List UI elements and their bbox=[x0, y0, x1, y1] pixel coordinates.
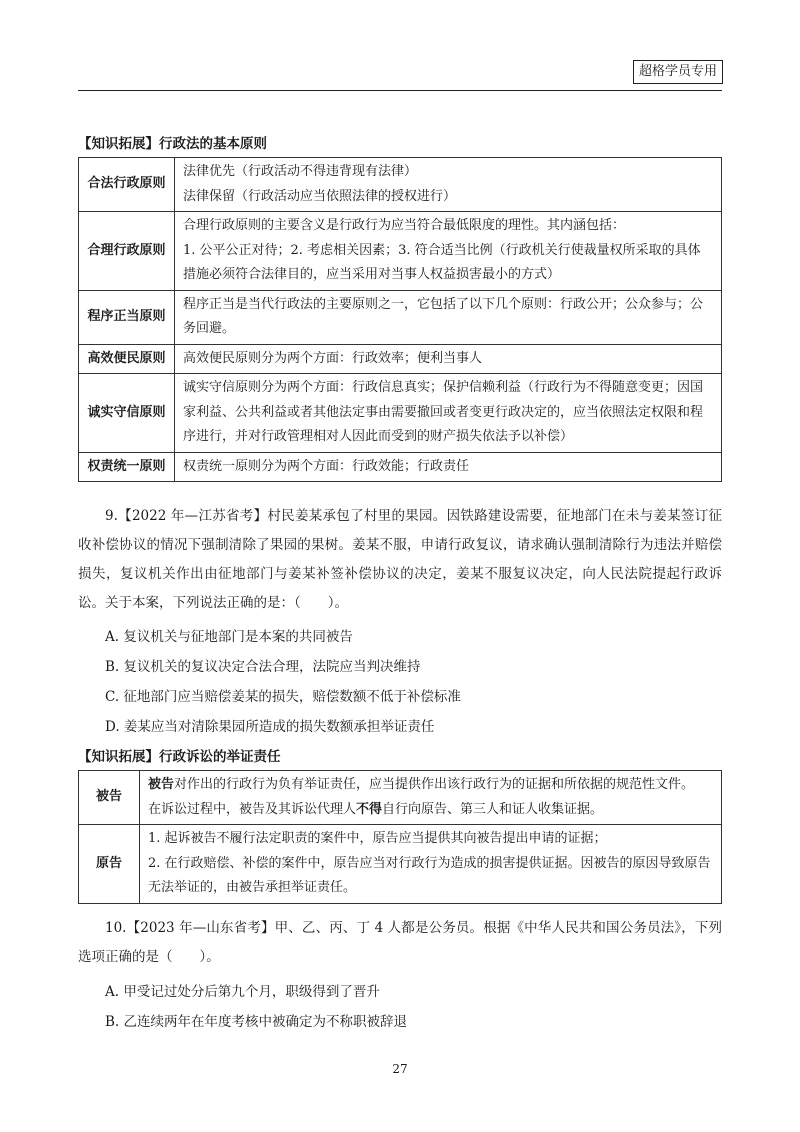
section1-title bbox=[78, 132, 267, 152]
table-row bbox=[79, 212, 722, 291]
row-head: 合法行政原则 bbox=[79, 158, 175, 212]
header-rule bbox=[78, 90, 722, 91]
burden-table bbox=[78, 770, 722, 904]
exclusive-stamp: 超格学员专用 bbox=[633, 60, 723, 84]
row-body bbox=[175, 290, 722, 344]
row-head: 权责统一原则 bbox=[79, 452, 175, 482]
row-line-text: 在诉讼过程中，被告及其诉讼代理人 bbox=[148, 801, 357, 817]
question9-option-a: A. 复议机关与征地部门是本案的共同被告 bbox=[105, 629, 353, 645]
row-line bbox=[148, 773, 713, 798]
row-line: 1. 起诉被告不履行法定职责的案件中，原告应当提供其向被告提出申请的证据； bbox=[148, 831, 607, 846]
row-line: 2. 在行政赔偿、补偿的案件中，原告应当对行政行为造成的损害提供证据。因被告的原因导致原告无法举证的，由被告承担举证责任。 bbox=[148, 855, 711, 895]
question10-stem: 10.【2023 年—山东省考】甲、乙、丙、丁 4 人都是公务员。根据《中华人民共和国公务员法》，下列选项正确的是（ ）。 bbox=[78, 920, 722, 965]
row-line: 高效便民原则分为两个方面：行政效率；便利当事人 bbox=[183, 350, 483, 366]
question9-option-c: C. 征地部门应当赔偿姜某的损失，赔偿数额不低于补偿标准 bbox=[105, 689, 461, 705]
question10-option-b: B. 乙连续两年在年度考核中被确定为不称职被辞退 bbox=[105, 1014, 408, 1030]
table-row bbox=[79, 825, 722, 904]
section2-title-text: 行政诉讼的举证责任 bbox=[159, 749, 281, 765]
row-body bbox=[175, 344, 722, 374]
row-line: 合理行政原则的主要含义是行政行为应当符合最低限度的理性。其内涵包括： bbox=[183, 218, 626, 233]
table-row bbox=[79, 771, 722, 825]
row-line-text: 自行向原告、第三人和证人收集证据。 bbox=[382, 801, 604, 817]
row-line: 程序正当是当代行政法的主要原则之一，它包括了以下几个原则：行政公开；公众参与；公务回避。 bbox=[183, 296, 704, 336]
question9-stem: 9.【2022 年—江苏省考】村民姜某承包了村里的果园。因铁路建设需要，征地部门在未与姜某签订征收补偿协议的情况下强制清除了果园的果树。姜某不服，申请行政复议，请求确认强制清除行为违法并赔偿损失，复议机关作出由征地部门与姜某补签补偿协议的决定，姜某不服复议决定，向人民法院提起行政诉讼。关于本案，下列说法正确的是：（ ）。 bbox=[78, 508, 722, 611]
row-body bbox=[175, 374, 722, 453]
row-line: 法律优先（行政活动不得违背现有法律） bbox=[183, 164, 418, 179]
keyword-defendant: 被告 bbox=[148, 777, 175, 792]
section2-title bbox=[78, 745, 281, 765]
row-body bbox=[175, 158, 722, 212]
row-head: 程序正当原则 bbox=[79, 290, 175, 344]
section1-title-text: 行政法的基本原则 bbox=[159, 136, 267, 152]
row-line-text: 对作出的行政行为负有举证责任，应当提供作出该行政行为的证据和所依据的规范性文件。 bbox=[174, 777, 695, 792]
row-line: 法律保留（行政活动应当依照法律的授权进行） bbox=[183, 188, 457, 204]
principles-table bbox=[78, 157, 722, 482]
question9-option-d: D. 姜某应当对清除果园所造成的损失数额承担举证责任 bbox=[105, 719, 435, 735]
row-head: 诚实守信原则 bbox=[79, 374, 175, 453]
table-row bbox=[79, 290, 722, 344]
row-head: 合理行政原则 bbox=[79, 212, 175, 291]
row-head: 原告 bbox=[79, 825, 140, 904]
row-body bbox=[175, 212, 722, 291]
page-number: 27 bbox=[392, 1062, 408, 1076]
row-head: 被告 bbox=[79, 771, 140, 825]
table-row bbox=[79, 374, 722, 453]
row-body bbox=[140, 771, 722, 825]
keyword-must-not: 不得 bbox=[356, 801, 383, 817]
row-body bbox=[140, 825, 722, 904]
table-row bbox=[79, 158, 722, 212]
table-row bbox=[79, 344, 722, 374]
row-head: 高效便民原则 bbox=[79, 344, 175, 374]
row-line: 1. 公平公正对待；2. 考虑相关因素；3. 符合适当比例（行政机关行使裁量权所采取的具体措施必须符合法律目的，应当采用对当事人权益损害最小的方式） bbox=[183, 242, 701, 282]
question10-option-a: A. 甲受记过处分后第九个月，职级得到了晋升 bbox=[105, 984, 380, 1000]
question9-option-b: B. 复议机关的复议决定合法合理，法院应当判决维持 bbox=[105, 659, 421, 675]
row-line: 诚实守信原则分为两个方面：行政信息真实；保护信赖利益（行政行为不得随意变更；因国家利益、公共利益或者其他法定事由需要撤回或者变更行政决定的，应当依照法定权限和程序进行，并对行政管理相对人因此而受到的财产损失依法予以补偿） bbox=[183, 380, 704, 444]
row-body bbox=[175, 452, 722, 482]
row-line: 权责统一原则分为两个方面：行政效能；行政责任 bbox=[183, 458, 470, 474]
section2-bracket-label: 【知识拓展】 bbox=[78, 749, 159, 765]
section1-bracket-label: 【知识拓展】 bbox=[78, 136, 159, 152]
row-line bbox=[148, 798, 713, 823]
table-row bbox=[79, 452, 722, 482]
